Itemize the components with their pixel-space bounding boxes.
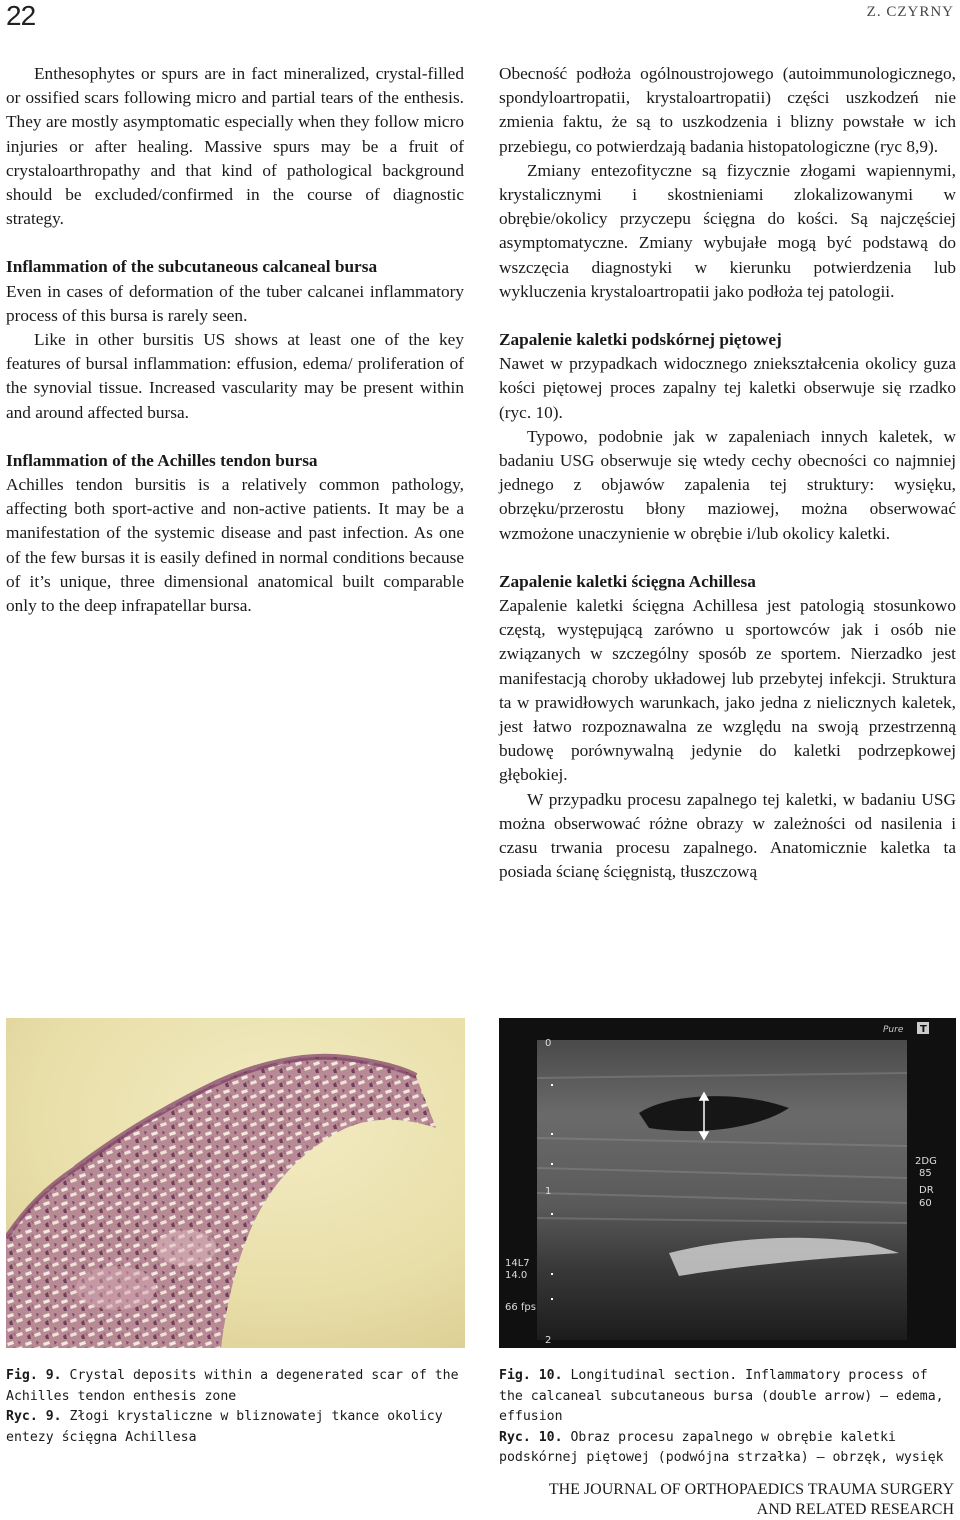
ryc9-text: Złogi krystaliczne w bliznowatej tkance okolicy entezy ścięgna Achillesa — [6, 1409, 443, 1445]
paragraph-podloze: Obecność podłoża ogólnoustrojowego (autoimmunologicznego, spondyloartropatii, krystaloartropatii) części uszkodzeń nie zmienia faktu, że są to uszkodzenia i blizny powstałe w ich przebiegu, co potwierdzają badania histopatologiczne (ryc 8,9). — [499, 64, 956, 156]
paragraph-bursa-deformation: Even in cases of deformation of the tuber calcanei inflammatory process of this bursa is rarely seen. — [6, 281, 464, 325]
ryc10-label: Ryc. 10. — [499, 1429, 563, 1445]
fig9-label: Fig. 9. — [6, 1368, 62, 1383]
heading-kaletka-achillesa: Zapalenie kaletki ścięgna Achillesa — [499, 571, 756, 591]
us-badge: T — [920, 1024, 927, 1035]
paragraph-zniekształcenie: Nawet w przypadkach widocznego zniekształcenia okolicy guza kości piętowej proces zapalny tej kaletki obserwuje się rzadko (ryc. 10). — [499, 354, 956, 422]
journal-footer — [549, 1480, 954, 1520]
paragraph-entezofity: Zmiany entezofityczne są fizycznie złogami wapiennymi, krystalicznymi i skostnieniami zlokalizowanymi w obrębie/okolicy przyczepu ścięgna do kości. Są najczęściej asymptomatyczne. Zmiany wybujałe mogą być podstawą do wszczęcia diagnostyki w kierunku potwierdzenia lub wykluczenia krystaloartropatii jako podłoża tej patologii. — [499, 160, 956, 301]
fig10-text: Longitudinal section. Inflammatory process of the calcaneal subcutaneous bursa (double arrow) – edema, effusion — [499, 1368, 944, 1424]
paragraph-usg-cechy: Typowo, podobnie jak w zapaleniach innych kaletek, w badaniu USG obserwuje się wtedy cechy obecności co najmniej jednego z objawów zapalenia tej struktury: wysięku, obrzęku/przerostu błony maziowej, można obserwować wzmożone unaczynienie w obrębie i/lub okolicy kaletki. — [499, 426, 956, 543]
depth-marker-1: 1 — [545, 1186, 552, 1197]
us-probe: 14L7 — [505, 1258, 530, 1269]
us-readout-dr-value: 60 — [919, 1198, 932, 1209]
fig9-text: Crystal deposits within a degenerated scar of the Achilles tendon enthesis zone — [6, 1368, 459, 1404]
paragraph-enthesophytes: Enthesophytes or spurs are in fact mineralized, crystal-filled or ossified scars following micro and partial tears of the enthesis. They are mostly asymptomatic especially when they follow micro injuries or after healing. Massive spurs may be a fruit of crystaloarthropathy and that kind of pathological background should be excluded/confirmed in the course of diagnostic strategy. — [6, 64, 464, 229]
paragraph-proces-zapalny: W przypadku procesu zapalnego tej kaletki, w badaniu USG można obserwować różne obrazy w zależności od nasilenia i czasu trwania procesu zapalnego. Anatomicznie kaletka ta posiada ścianę ścięgnistą, tłuszczową — [499, 789, 956, 882]
histology-micrograph — [6, 1018, 465, 1348]
us-frequency: 14.0 — [505, 1270, 528, 1281]
running-head-author: Z. CZYRNY — [866, 4, 954, 20]
us-readout-2dg: 2DG — [915, 1156, 937, 1167]
journal-name-line2: AND RELATED RESEARCH — [756, 1501, 954, 1518]
journal-name-line1: THE JOURNAL OF ORTHOPAEDICS TRAUMA SURGERY — [548, 1481, 954, 1498]
figure-9-caption — [6, 1366, 466, 1448]
page-number: 22 — [6, 0, 36, 31]
us-logo: Pure — [883, 1025, 904, 1035]
fig10-label: Fig. 10. — [499, 1368, 563, 1383]
us-frame-rate: 66 fps — [505, 1302, 536, 1313]
paragraph-bursitis-us: Like in other bursitis US shows at least one of the key features of bursal inflammation: effusion, edema/ proliferation of the synovial tissue. Increased vascularity may be present within and around affected bursa. — [6, 330, 464, 422]
us-readout-dr: DR — [919, 1185, 934, 1196]
paragraph-achilles-bursitis: Achilles tendon bursitis is a relatively common pathology, affecting both sport-active and non-active patients. It may be a manifestation of the systemic disease and past infection. As one of the few bursas it is easily defined in normal conditions because of it’s unique, three dimensional anatomical built comparable only to the deep infrapatellar bursa. — [6, 475, 464, 616]
paragraph-zapalenie-achillesa: Zapalenie kaletki ścięgna Achillesa jest patologią stosunkowo częstą, występującą zarówno u sportowców jak i osób nie związanych w szczególny sposób ze sportem. Nierzadko jest manifestacją choroby układowej lub przebytej infekcji. Struktura ta w prawidłowych warunkach, jako jedna z nielicznych kaletek, jest łatwo rozpoznawalna ze względu na swoją przestrzenną budowę porównywalną jedynie do kaletki podrzepkowej głębokiej. — [499, 596, 956, 785]
polish-column — [499, 62, 956, 885]
english-column — [6, 62, 464, 618]
ultrasound-image — [499, 1018, 956, 1348]
heading-subcutaneous-calcaneal-bursa: Inflammation of the subcutaneous calcaneal bursa — [6, 257, 378, 277]
figure-10-caption — [499, 1366, 959, 1469]
ryc9-label: Ryc. 9. — [6, 1409, 62, 1424]
us-readout-2dg-value: 85 — [919, 1168, 932, 1179]
heading-kaletka-podskorna: Zapalenie kaletki podskórnej piętowej — [499, 330, 782, 350]
depth-marker-0: 0 — [545, 1038, 552, 1049]
depth-marker-2: 2 — [545, 1335, 552, 1346]
ryc10-text: Obraz procesu zapalnego w obrębie kaletki podskórnej piętowej (podwójna strzałka) – obrzęk, wysięk — [499, 1429, 944, 1465]
heading-achilles-tendon-bursa: Inflammation of the Achilles tendon bursa — [6, 450, 318, 470]
